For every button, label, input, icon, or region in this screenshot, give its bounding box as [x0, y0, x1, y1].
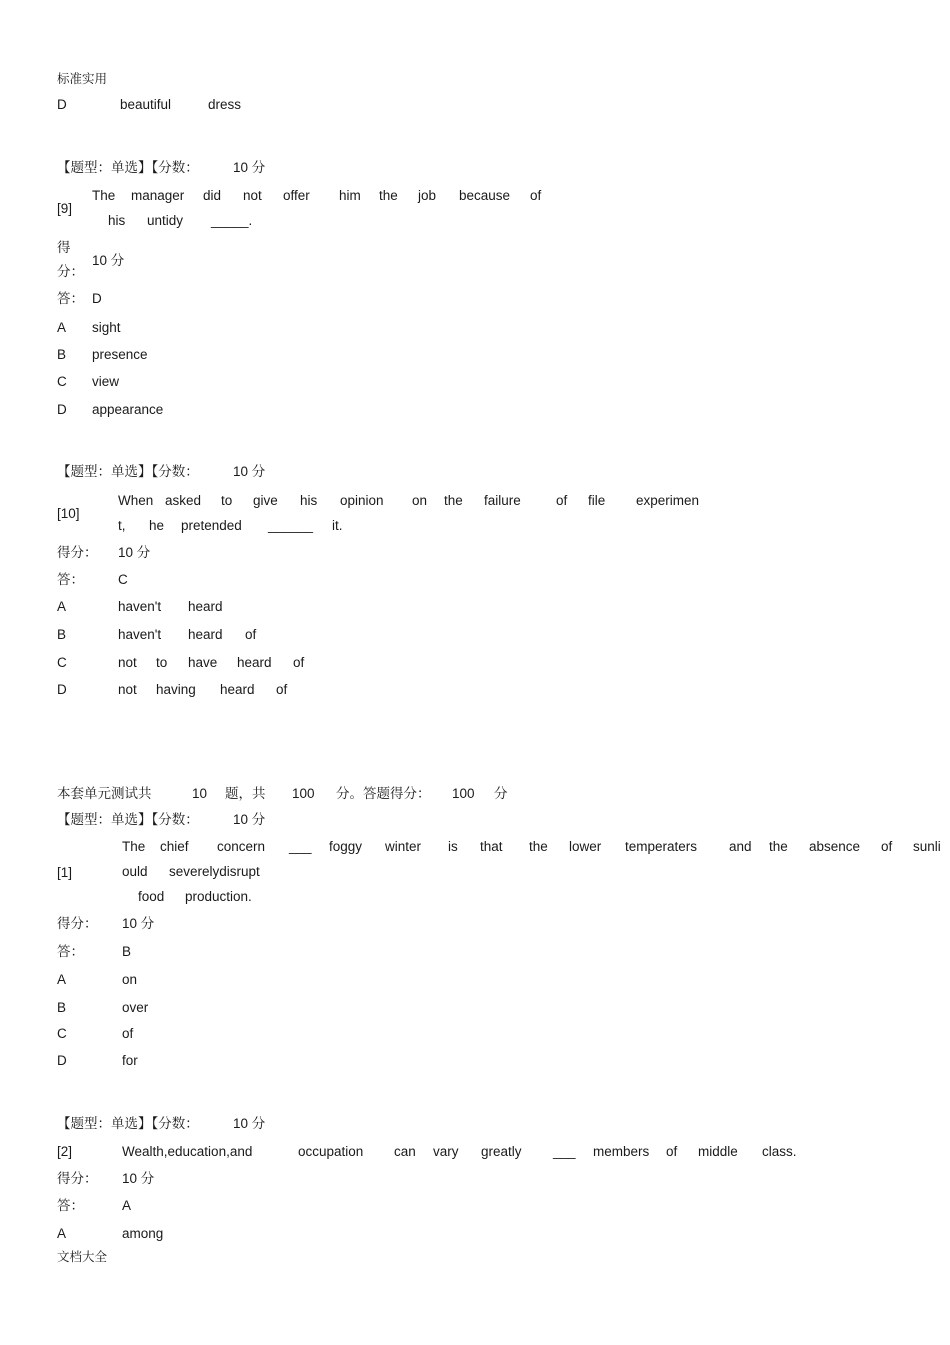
option-letter: D	[57, 682, 67, 697]
word: of	[666, 1144, 678, 1159]
option-word: heard	[188, 627, 223, 642]
word: Wealth,education,and	[122, 1144, 253, 1159]
word: foggy	[329, 839, 363, 854]
option-word: haven't	[118, 599, 162, 614]
word: of	[530, 188, 542, 203]
type-header: 【题型：单选】【分数：	[57, 1116, 199, 1131]
option-word: view	[92, 374, 120, 389]
summary-text: 100	[452, 786, 475, 801]
page-header: 标准实用	[57, 72, 108, 86]
option-word: for	[122, 1053, 138, 1068]
word: occupation	[298, 1144, 364, 1159]
word: the	[379, 188, 398, 203]
option-word: heard	[237, 655, 272, 670]
points: 10 分	[233, 160, 266, 175]
word: not	[243, 188, 262, 203]
word: ould	[122, 864, 148, 879]
word: pretended	[181, 518, 242, 533]
option-letter: A	[57, 320, 67, 335]
option-word: have	[188, 655, 218, 670]
question-number: [1]	[57, 865, 73, 880]
option-word: among	[122, 1226, 164, 1241]
word: lower	[569, 839, 602, 854]
word: file	[588, 493, 606, 508]
score-value: 10 分	[92, 253, 125, 268]
word: greatly	[481, 1144, 522, 1159]
score-label: 得	[57, 240, 71, 255]
option-word: not	[118, 655, 137, 670]
word: members	[593, 1144, 650, 1159]
option-letter: A	[57, 599, 67, 614]
option-word: of	[276, 682, 288, 697]
summary-text: 分。答题得分：	[336, 786, 431, 801]
word: ______	[268, 518, 314, 533]
word: ___	[289, 839, 312, 854]
word: vary	[433, 1144, 459, 1159]
word: severelydisrupt	[169, 864, 260, 879]
option-word: presence	[92, 347, 148, 362]
option-word: of	[245, 627, 257, 642]
word: asked	[165, 493, 202, 508]
word: give	[253, 493, 278, 508]
question-number: [2]	[57, 1144, 73, 1159]
word: absence	[809, 839, 861, 854]
option-word: to	[156, 655, 168, 670]
word: concern	[217, 839, 266, 854]
option-letter: D	[57, 1053, 67, 1068]
word: can	[394, 1144, 416, 1159]
word: of	[881, 839, 893, 854]
option-word: having	[156, 682, 196, 697]
summary-text: 100	[292, 786, 315, 801]
word: to	[221, 493, 233, 508]
word: on	[412, 493, 428, 508]
option-letter: A	[57, 1226, 67, 1241]
word: winter	[385, 839, 422, 854]
option-letter: B	[57, 1000, 67, 1015]
word: and	[729, 839, 752, 854]
option-word: of	[293, 655, 305, 670]
answer-value: C	[118, 572, 128, 587]
word: because	[459, 188, 511, 203]
question-number: [9]	[57, 201, 73, 216]
score-label: 得分：	[57, 916, 98, 931]
type-header: 【题型：单选】【分数：	[57, 160, 199, 175]
answer-value: A	[122, 1198, 132, 1213]
answer-value: B	[122, 944, 132, 959]
answer-label: 答：	[57, 572, 84, 587]
type-header: 【题型：单选】【分数：	[57, 464, 199, 479]
word: the	[444, 493, 463, 508]
option-word: heard	[220, 682, 255, 697]
score-label: 分：	[57, 264, 84, 279]
score-value: 10 分	[122, 916, 155, 931]
points: 10 分	[233, 464, 266, 479]
word: chief	[160, 839, 189, 854]
option-letter: B	[57, 627, 67, 642]
points: 10 分	[233, 812, 266, 827]
word: production.	[185, 889, 252, 904]
option-letter: A	[57, 972, 67, 987]
word: ___	[553, 1144, 576, 1159]
summary-text: 10	[192, 786, 208, 801]
score-label: 得分：	[57, 545, 98, 560]
summary-text: 本套单元测试共	[57, 786, 152, 801]
points: 10 分	[233, 1116, 266, 1131]
answer-label: 答：	[57, 944, 84, 959]
score-value: 10 分	[118, 545, 151, 560]
word: opinion	[340, 493, 384, 508]
word: When	[118, 493, 154, 508]
word: middle	[698, 1144, 738, 1159]
option-word: not	[118, 682, 137, 697]
word: temperaters	[625, 839, 698, 854]
word: he	[149, 518, 165, 533]
word: t,	[118, 518, 126, 533]
option-word: appearance	[92, 402, 164, 417]
option-word: beautiful	[120, 97, 172, 112]
option-word: on	[122, 972, 138, 987]
word: untidy	[147, 213, 184, 228]
word: The	[92, 188, 116, 203]
summary-text: 分	[494, 786, 508, 801]
word: experimen	[636, 493, 700, 508]
word: offer	[283, 188, 310, 203]
word: the	[529, 839, 548, 854]
option-letter: C	[57, 655, 67, 670]
word: his	[300, 493, 318, 508]
word: that	[480, 839, 503, 854]
word: his	[108, 213, 126, 228]
question-number: [10]	[57, 506, 80, 521]
word: class.	[762, 1144, 797, 1159]
word: _____.	[211, 213, 253, 228]
option-word: over	[122, 1000, 149, 1015]
option-word: dress	[208, 97, 242, 112]
word: job	[418, 188, 437, 203]
word: food	[138, 889, 165, 904]
score-value: 10 分	[122, 1171, 155, 1186]
option-word: heard	[188, 599, 223, 614]
word: manager	[131, 188, 185, 203]
option-letter: B	[57, 347, 67, 362]
option-letter: D	[57, 97, 67, 112]
word: The	[122, 839, 146, 854]
word: it.	[332, 518, 343, 533]
answer-label: 答：	[57, 291, 84, 306]
option-letter: D	[57, 402, 67, 417]
score-label: 得分：	[57, 1171, 98, 1186]
option-word: sight	[92, 320, 121, 335]
word: him	[339, 188, 361, 203]
word: is	[448, 839, 458, 854]
word: the	[769, 839, 788, 854]
option-word: haven't	[118, 627, 162, 642]
word: of	[556, 493, 568, 508]
word: did	[203, 188, 222, 203]
option-letter: C	[57, 374, 67, 389]
word: failure	[484, 493, 521, 508]
option-word: of	[122, 1026, 134, 1041]
summary-text: 题，共	[225, 786, 266, 801]
word: sunli	[913, 839, 941, 854]
answer-value: D	[92, 291, 102, 306]
option-letter: C	[57, 1026, 67, 1041]
answer-label: 答：	[57, 1198, 84, 1213]
page-footer: 文档大全	[57, 1250, 108, 1264]
type-header: 【题型：单选】【分数：	[57, 812, 199, 827]
